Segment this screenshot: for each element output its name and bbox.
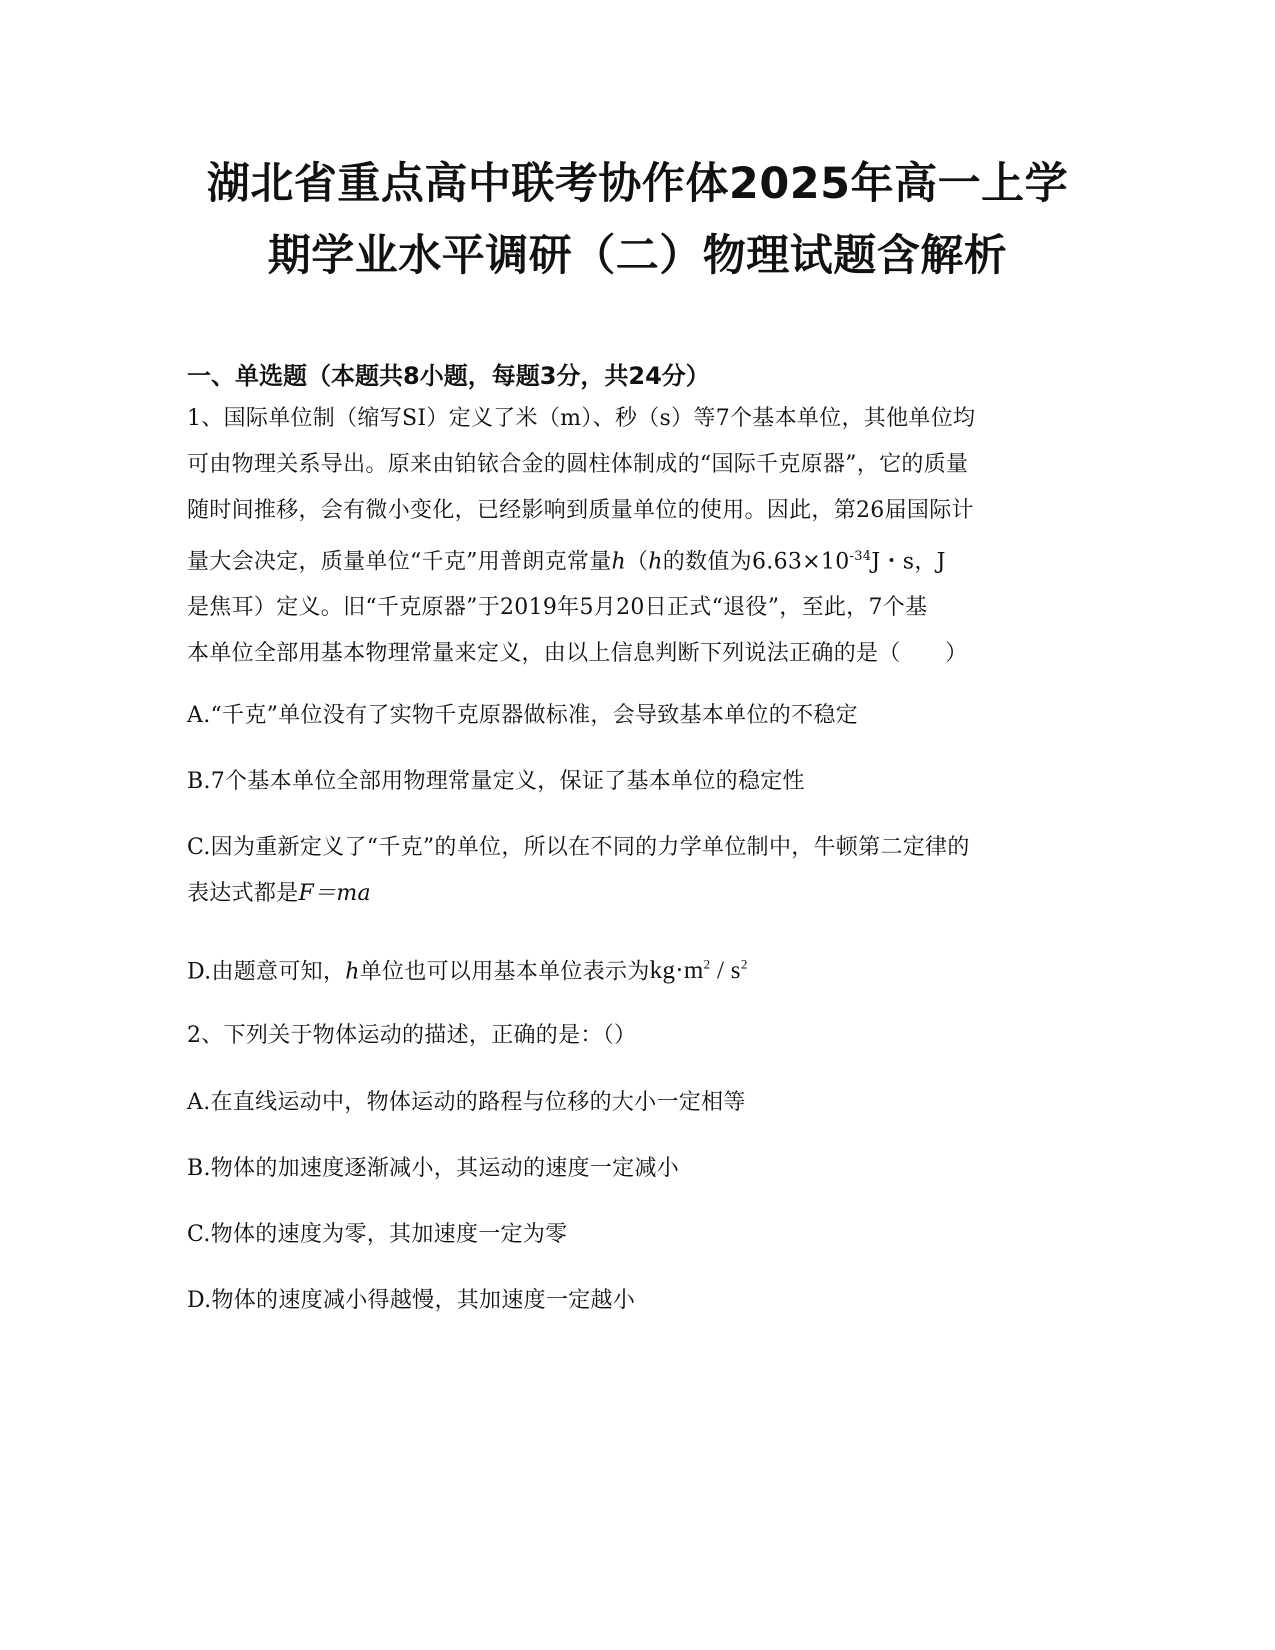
newton-formula: F＝ma <box>298 881 371 906</box>
unit-per-s: / s <box>710 957 741 985</box>
unit-kg-m: kg·m <box>649 957 704 985</box>
q1-line-3: 随时间推移，会有微小变化，已经影响到质量单位的使用。因此，第26届国际计 <box>187 498 974 523</box>
q1-option-d <box>187 942 1087 995</box>
q1-line-4 <box>187 534 1087 585</box>
question-2-stem: 2、下列关于物体运动的描述，正确的是：（） <box>187 1023 637 1048</box>
q2-option-c: C.物体的速度为零，其加速度一定为零 <box>187 1222 568 1247</box>
q1-line-4-text-b: （ <box>625 549 649 575</box>
unit-exponent-2: 2 <box>740 957 748 972</box>
q1-line-4-text-c: 的数值为6.63×10 <box>662 549 850 575</box>
q1-option-c-text: 表达式都是 <box>187 881 299 906</box>
unit-expression <box>650 957 748 984</box>
q1-line-5: 是焦耳）定义。旧“千克原器”于2019年5月20日正式“退役”，至此，7个基 <box>187 595 928 621</box>
q1-line-1: 1、国际单位制（缩写SI）定义了米（m）、秒（s）等7个基本单位，其他单位均 <box>187 406 976 431</box>
q1-line-4-text-a: 量大会决定，质量单位“千克”用普朗克常量 <box>187 549 612 575</box>
q1-option-a: A.“千克”单位没有了实物千克原器做标准，会导致基本单位的不稳定 <box>187 703 858 728</box>
q2-option-a: A.在直线运动中，物体运动的路程与位移的大小一定相等 <box>187 1090 746 1115</box>
q1-line-2: 可由物理关系导出。原来由铂铱合金的圆柱体制成的“国际千克原器”，它的质量 <box>187 452 969 477</box>
q1-option-d-text-b: 单位也可以用基本单位表示为 <box>359 959 650 985</box>
document-title <box>150 148 1125 292</box>
question-1-stem <box>187 396 1087 677</box>
q1-option-c-line-1: C.因为重新定义了“千克”的单位，所以在不同的力学单位制中，牛顿第二定律的 <box>187 835 970 860</box>
q1-option-d-text-a: D.由题意可知， <box>187 959 346 985</box>
q1-option-c-line-2 <box>187 871 1087 917</box>
q1-line-4-text-d: J・s，J <box>871 549 946 575</box>
title-line-1: 湖北省重点高中联考协作体2025年高一上学 <box>206 159 1069 209</box>
exponent: -34 <box>849 549 872 564</box>
q1-line-6: 本单位全部用基本物理常量来定义，由以上信息判断下列说法正确的是（ ） <box>187 641 968 667</box>
planck-symbol: h <box>611 549 626 575</box>
q1-option-b: B.7个基本单位全部用物理常量定义，保证了基本单位的稳定性 <box>187 769 805 794</box>
planck-symbol-2: h <box>648 549 663 575</box>
q1-option-c <box>187 825 1087 917</box>
section-heading: 一、单选题（本题共8小题，每题3分，共24分） <box>187 362 710 390</box>
unit-exponent-1: 2 <box>703 957 711 972</box>
q2-option-d: D.物体的速度减小得越慢，其加速度一定越小 <box>187 1288 636 1313</box>
q2-option-b: B.物体的加速度逐渐减小，其运动的速度一定减小 <box>187 1156 680 1181</box>
title-line-2: 期学业水平调研（二）物理试题含解析 <box>267 231 1008 281</box>
planck-symbol-3: h <box>345 959 360 985</box>
